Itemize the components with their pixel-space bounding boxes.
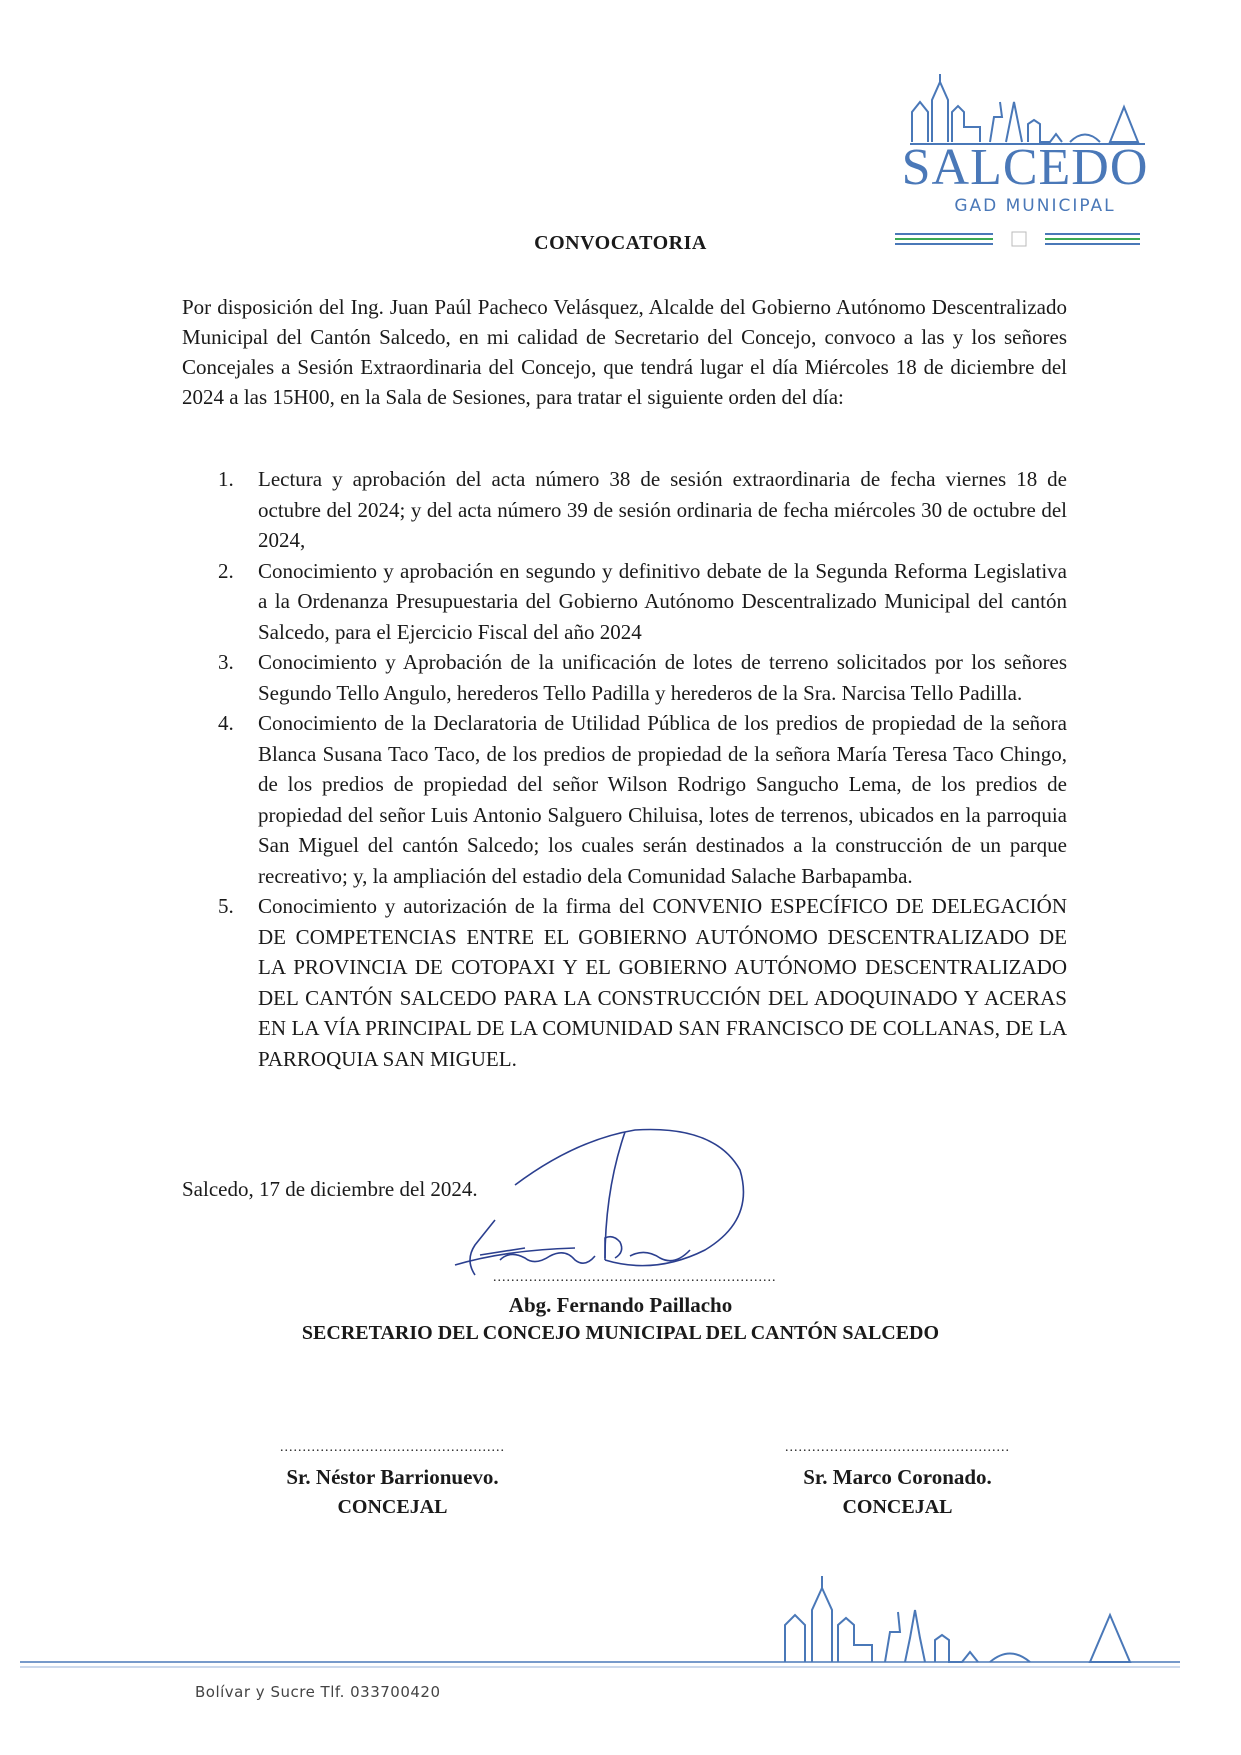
signer-title: SECRETARIO DEL CONCEJO MUNICIPAL DEL CANTÓN SALCEDO: [301, 1322, 940, 1344]
agenda-number: 5.: [218, 894, 234, 918]
agenda-number: 1.: [218, 467, 234, 491]
intro-paragraph: Por disposición del Ing. Juan Paúl Pacheco Velásquez, Alcalde del Gobierno Autónomo Descentralizado Municipal del Cantón Salcedo, en mi calidad de Secretario del Concejo, convoco a las y los señores Concejales a Sesión Extraordinaria del Concejo, que tendrá lugar el día Miércoles 18 de diciembre del 2024 a las 15H00, en la Sala de Sesiones, para tratar el siguiente orden del día:: [182, 295, 1067, 409]
councillor-name: Sr. Marco Coronado.: [803, 1465, 992, 1489]
agenda-text: Conocimiento de la Declaratoria de Utilidad Pública de los predios de propiedad de la señora Blanca Susana Taco Taco, de los predios de propiedad de la señora María Teresa Taco Chingo, de los predios de propiedad del señor Wilson Rodrigo Sangucho Lema, de los predios de propiedad del señor Luis Antonio Salguero Chiluisa, lotes de terrenos, ubicados en la parroquia San Miguel del cantón Salcedo; los cuales serán destinados a la construcción de un parque recreativo; y, la ampliación del estadio dela Comunidad Salache Barbapamba.: [258, 711, 1067, 888]
agenda-text: Conocimiento y Aprobación de la unificación de lotes de terreno solicitados por los señores Segundo Tello Angulo, herederos Tello Padilla y herederos de la Sra. Narcisa Tello Padilla.: [258, 650, 1067, 705]
handwritten-signature: [455, 1130, 815, 1290]
agenda-text: Conocimiento y aprobación en segundo y definitivo debate de la Segunda Reforma Legislativa a la Ordenanza Presupuestaria del Gobierno Autónomo Descentralizado Municipal del cantón Salcedo, para el Ejercicio Fiscal del año 2024: [258, 558, 1067, 644]
councillor-signature-line: ..................................................: [785, 1440, 1010, 1455]
agenda-text: Conocimiento y autorización de la firma del CONVENIO ESPECÍFICO DE DELEGACIÓN DE COMPETENCIAS ENTRE EL GOBIERNO AUTÓNOMO DESCENTRALIZADO DE LA PROVINCIA DE COTOPAXI Y EL GOBIERNO AUTÓNOMO DESCENTRALIZADO DEL CANTÓN SALCEDO PARA LA CONSTRUCCIÓN DEL ADOQUINADO Y ACERAS EN LA VÍA PRINCIPAL DE LA COMUNIDAD SAN FRANCISCO DE COLLANAS, DE LA PARROQUIA SAN MIGUEL.: [258, 894, 1067, 1071]
footer-address: Bolívar y Sucre Tlf. 033700420: [195, 1683, 441, 1701]
agenda-number: 2.: [218, 558, 234, 583]
councillor-role: CONCEJAL: [842, 1496, 953, 1518]
agenda-text: Lectura y aprobación del acta número 38 de sesión extraordinaria de fecha viernes 18 de octubre del 2024; y del acta número 39 de sesión ordinaria de fecha miércoles 30 de octubre del 2024,: [258, 467, 1067, 552]
agenda-item: [182, 708, 1067, 891]
councillor-signature-line: ..................................................: [280, 1440, 505, 1455]
agenda-number: 4.: [218, 711, 234, 735]
signer-name: Abg. Fernando Paillacho: [508, 1293, 733, 1317]
agenda-item: [182, 891, 1067, 1074]
place-date: Salcedo, 17 de diciembre del 2024.: [182, 1177, 478, 1201]
agenda-item: [182, 556, 1067, 648]
councillor-name: Sr. Néstor Barrionuevo.: [286, 1465, 499, 1489]
footer-skyline-icon: [0, 1570, 1241, 1680]
agenda-list: [182, 464, 1067, 1074]
signature-line: ...............................................................: [493, 1270, 777, 1285]
agenda-item: [182, 647, 1067, 708]
document-title: CONVOCATORIA: [534, 232, 707, 254]
agenda-number: 3.: [218, 650, 234, 674]
councillor-role: CONCEJAL: [337, 1496, 448, 1518]
logo-name: SALCEDO: [901, 139, 1149, 196]
agenda-item: [182, 464, 1067, 556]
salcedo-logo: [895, 72, 1160, 252]
logo-subtitle: GAD MUNICIPAL: [954, 196, 1116, 216]
skyline-icon: [910, 72, 1145, 147]
